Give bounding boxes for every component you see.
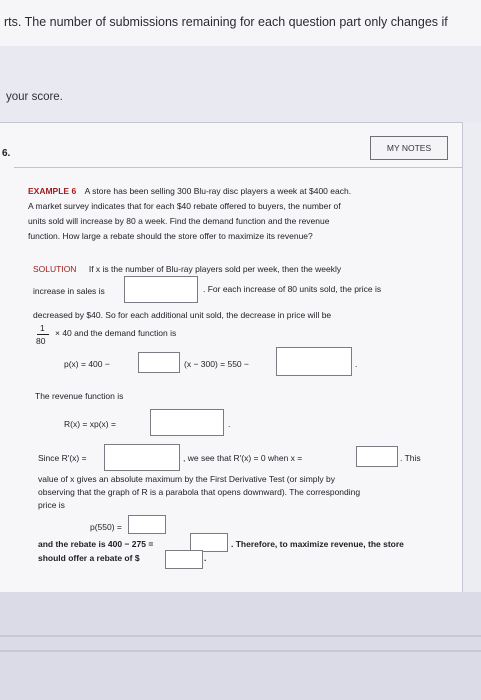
solution-text-4: × 40 and the demand function is	[55, 328, 177, 338]
question-separator	[14, 167, 462, 168]
demand-function-input[interactable]	[276, 347, 352, 376]
solution-text-2a: increase in sales is	[33, 286, 105, 296]
price-550-label: p(550) =	[90, 522, 122, 532]
page-footer-area	[0, 592, 481, 700]
question-panel	[0, 122, 463, 594]
maximum-text-1: value of x gives an absolute maximum by the First Derivative Test (or simply by	[38, 474, 335, 484]
fraction-numerator: 1	[40, 323, 45, 333]
solution-text-2b: . For each increase of 80 units sold, the price is	[203, 284, 382, 294]
derivative-this-text: . This	[400, 453, 421, 463]
footer-divider-2	[0, 650, 481, 652]
example-line-3: units sold will increase by 80 a week. Find the demand function and the revenue	[28, 216, 330, 226]
maximum-text-3: price is	[38, 500, 65, 510]
solution-text-1: If x is the number of Blu-ray players sold per week, then the weekly	[88, 264, 342, 274]
demand-end: .	[355, 359, 358, 369]
revenue-label: R(x) = xp(x) =	[64, 419, 116, 429]
instructions-bar	[0, 0, 481, 46]
fraction-bar	[37, 334, 49, 335]
score-text: your score.	[6, 91, 63, 103]
my-notes-button[interactable]: MY NOTES	[370, 136, 448, 160]
question-number: 6.	[2, 148, 11, 159]
example-line-4: function. How large a rebate should the store offer to maximize its revenue?	[28, 231, 313, 241]
example-title: EXAMPLE 6	[28, 186, 77, 196]
example-line-1: A store has been selling 300 Blu-ray disc players a week at $400 each.	[84, 186, 352, 196]
demand-coefficient-input[interactable]	[138, 352, 180, 373]
revenue-intro: The revenue function is	[35, 391, 124, 401]
footer-divider-1	[0, 635, 481, 637]
derivative-input[interactable]	[104, 444, 180, 471]
submissions-remaining-text: rts. The number of submissions remaining for each question part only changes if	[4, 15, 448, 29]
weekly-increase-input[interactable]	[124, 276, 198, 303]
rebate-end: .	[204, 553, 207, 563]
score-bar	[0, 46, 481, 122]
derivative-label: Since R′(x) =	[38, 453, 87, 463]
critical-x-input[interactable]	[356, 446, 398, 467]
example-line-2: A market survey indicates that for each $40 rebate offered to buyers, the number of	[28, 201, 341, 211]
rebate-text-1: and the rebate is 400 − 275 =	[38, 539, 154, 549]
solution-line-1	[33, 264, 341, 274]
derivative-zero-text: , we see that R′(x) = 0 when x =	[183, 453, 303, 463]
solution-text-3: decreased by $40. So for each additional unit sold, the decrease in price will be	[33, 310, 332, 320]
example-title-line	[28, 186, 351, 196]
demand-label: p(x) = 400 −	[64, 359, 110, 369]
revenue-end: .	[228, 419, 231, 429]
demand-middle: (x − 300) = 550 −	[184, 359, 249, 369]
price-550-input[interactable]	[128, 515, 166, 534]
rebate-dollar-input[interactable]	[165, 550, 203, 569]
rebate-text-2: . Therefore, to maximize revenue, the store	[231, 539, 404, 549]
rebate-text-3: should offer a rebate of $	[38, 553, 140, 563]
revenue-function-input[interactable]	[150, 409, 224, 436]
fraction-denominator: 80	[36, 336, 46, 346]
solution-label: SOLUTION	[33, 264, 77, 274]
maximum-text-2: observing that the graph of R is a parabola that opens downward). The corresponding	[38, 487, 361, 497]
